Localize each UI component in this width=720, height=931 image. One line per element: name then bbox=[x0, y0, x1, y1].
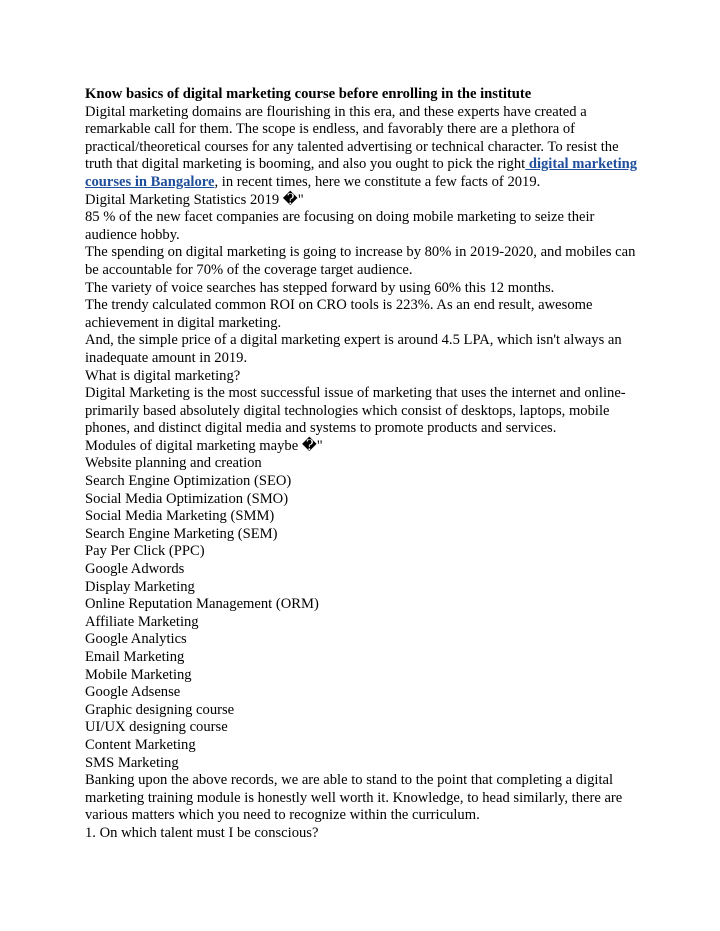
list-item: Google Analytics bbox=[85, 631, 187, 648]
intro-text-end: , in recent times, here we constitute a few facts of 2019. bbox=[214, 173, 541, 190]
stat-item: The trendy calculated common ROI on CRO tools is 223%. As an end result, awesome achievement in digital marketing. bbox=[85, 297, 593, 331]
what-paragraph: Digital Marketing is the most successful issue of marketing that uses the internet and online-primarily based absolutely digital technologies which consist of desktops, laptops, mobile phones, and distinct digital media and systems to promote products and services. bbox=[85, 385, 626, 437]
stat-item: And, the simple price of a digital marketing expert is around 4.5 LPA, which isn't always an inadequate amount in 2019. bbox=[85, 332, 622, 366]
list-item: Mobile Marketing bbox=[85, 666, 192, 683]
list-item: Google Adsense bbox=[85, 684, 181, 701]
list-item: Google Adwords bbox=[85, 561, 185, 578]
modules-list bbox=[85, 455, 645, 772]
modules-heading: Modules of digital marketing maybe �" bbox=[85, 437, 323, 454]
list-item: Display Marketing bbox=[85, 578, 195, 595]
intro-text: Digital marketing domains are flourishing in this era, and these experts have created a remarkable call for them. The scope is endless, and favorably there are a plethora of practical/theoretical courses for any talented advertising or technical character. To resist the truth that digital marketing is booming, and also you ought to pick the right bbox=[85, 103, 619, 173]
list-item: Search Engine Marketing (SEM) bbox=[85, 525, 278, 542]
stats-heading: Digital Marketing Statistics 2019 �" bbox=[85, 191, 304, 208]
intro-paragraph bbox=[85, 104, 645, 192]
list-item: SMS Marketing bbox=[85, 754, 179, 771]
list-item: Website planning and creation bbox=[85, 455, 262, 472]
document-page bbox=[85, 86, 645, 843]
list-item: Email Marketing bbox=[85, 649, 185, 665]
question-heading: 1. On which talent must I be conscious? bbox=[85, 824, 319, 841]
what-heading: What is digital marketing? bbox=[85, 367, 241, 384]
list-item: Social Media Marketing (SMM) bbox=[85, 508, 275, 525]
stat-item: 85 % of the new facet companies are focusing on doing mobile marketing to seize their audience hobby. bbox=[85, 209, 595, 243]
list-item: Social Media Optimization (SMO) bbox=[85, 490, 289, 507]
digital-marketing-courses-link[interactable]: digital marketing courses in Bangalore bbox=[85, 156, 638, 190]
list-item: Pay Per Click (PPC) bbox=[85, 543, 205, 560]
list-item: UI/UX designing course bbox=[85, 719, 228, 736]
conclusion-paragraph: Banking upon the above records, we are able to stand to the point that completing a digital marketing training module is honestly well worth it. Knowledge, to head similarly, there are various matters which you need to recognize within the curriculum. bbox=[85, 772, 623, 824]
list-item: Search Engine Optimization (SEO) bbox=[85, 473, 292, 490]
stat-item: The variety of voice searches has stepped forward by using 60% this 12 months. bbox=[85, 279, 555, 296]
list-item: Affiliate Marketing bbox=[85, 613, 199, 630]
document-title: Know basics of digital marketing course before enrolling in the institute bbox=[85, 86, 532, 102]
list-item: Graphic designing course bbox=[85, 701, 235, 718]
list-item: Online Reputation Management (ORM) bbox=[85, 596, 319, 613]
list-item: Content Marketing bbox=[85, 736, 196, 753]
stat-item: The spending on digital marketing is going to increase by 80% in 2019-2020, and mobiles can be accountable for 70% of the coverage target audience. bbox=[85, 244, 636, 278]
